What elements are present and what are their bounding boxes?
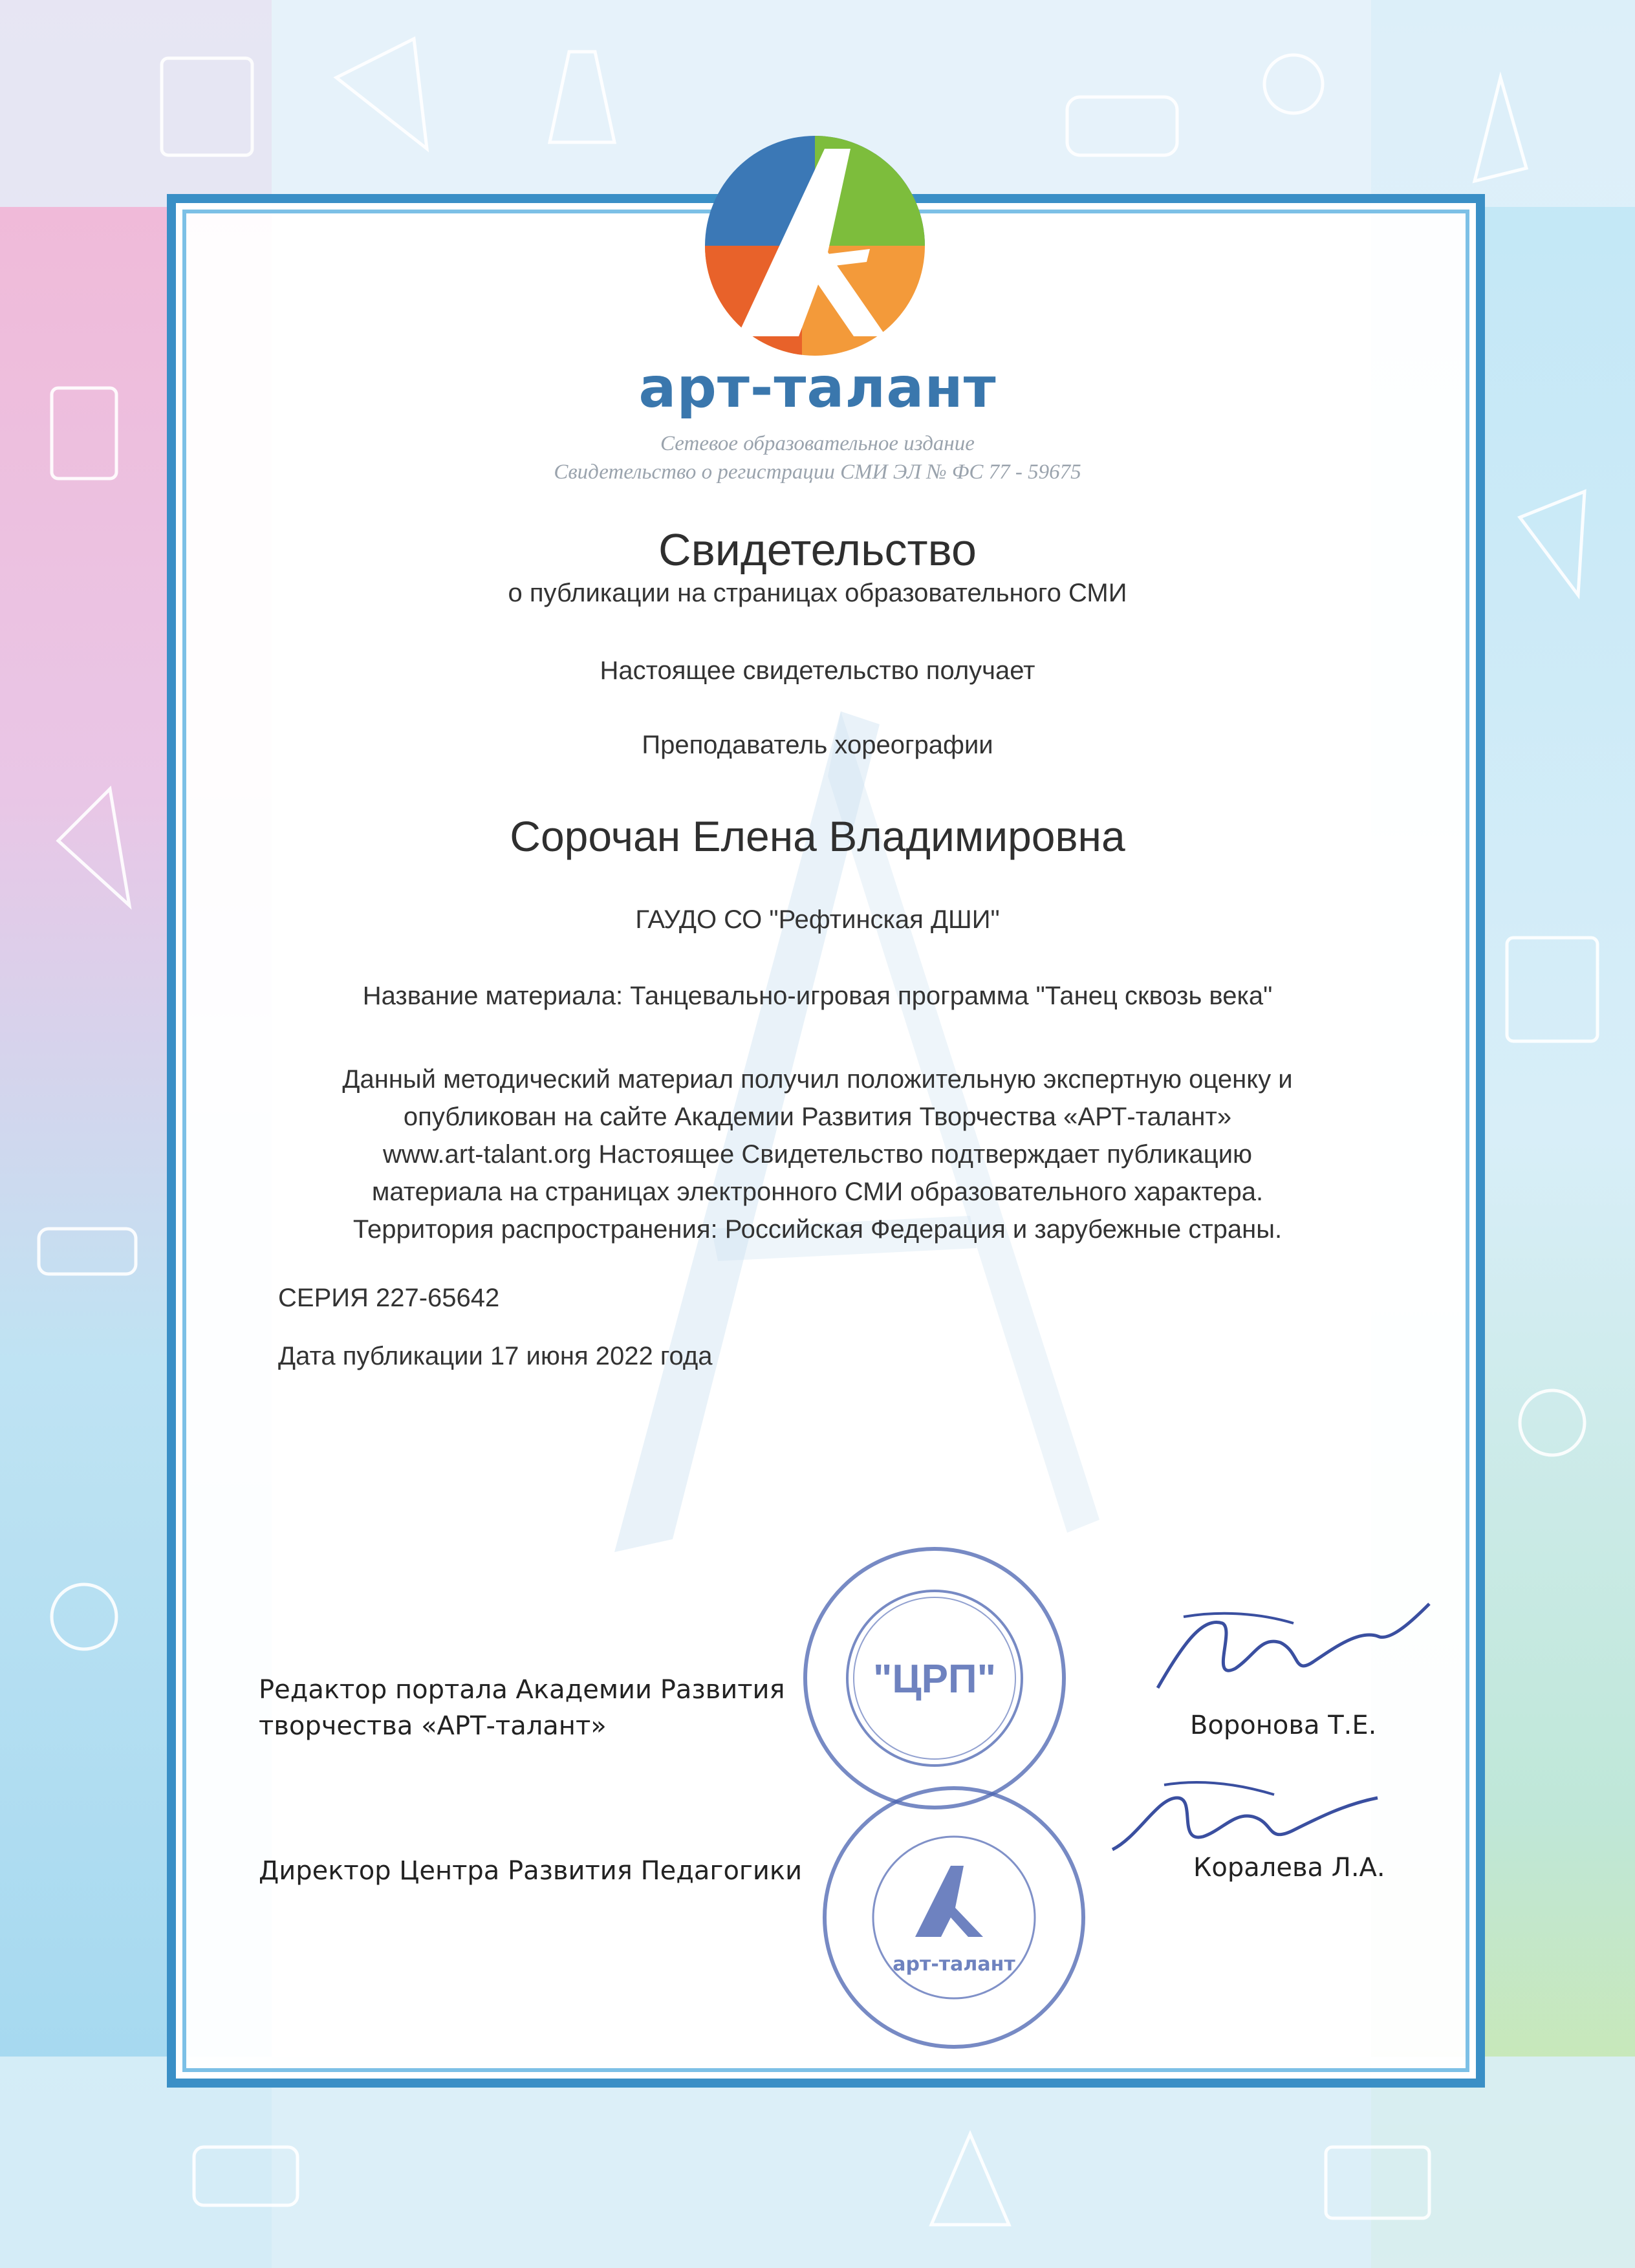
art-talant-stamp-text: арт-талант [893, 1953, 1015, 1976]
editor-label-line-2: творчества «АРТ-талант» [259, 1711, 607, 1741]
body-line: www.art-talant.org Настоящее Свидетельство подтверждает публикацию [382, 1140, 1253, 1169]
editor-label-line-1: Редактор портала Академии Развития [259, 1675, 785, 1705]
recipient-position: Преподаватель хореографии [642, 731, 993, 759]
crp-stamp [799, 1542, 1070, 1814]
body-line: материала на страницах электронного СМИ образовательного характера. [371, 1178, 1264, 1206]
certificate-subtitle: о публикации на страницах образовательного СМИ [508, 579, 1127, 607]
editor-label [259, 1672, 785, 1744]
series-number: СЕРИЯ 227-65642 [278, 1284, 500, 1312]
director-signature [1099, 1759, 1391, 1875]
art-talant-logo [692, 123, 938, 369]
body-line: опубликован на сайте Академии Развития Творчества «АРТ-талант» [403, 1103, 1232, 1131]
edition-type: Сетевое образовательное издание [660, 432, 975, 455]
body-line: Территория распространения: Российская Федерация и зарубежные страны. [352, 1215, 1283, 1244]
editor-signature [1145, 1591, 1436, 1707]
publication-date: Дата публикации 17 июня 2022 года [278, 1342, 713, 1370]
art-talant-stamp [818, 1782, 1090, 2053]
body-line: Данный методический материал получил положительную экспертную оценку и [342, 1065, 1293, 1094]
material-title: Название материала: Танцевально-игровая программа "Танец сквозь века" [362, 982, 1273, 1010]
director-name: Коралева Л.А. [1193, 1853, 1385, 1883]
editor-name: Воронова Т.Е. [1190, 1711, 1377, 1740]
brand-name: арт-талант [638, 356, 997, 420]
organization: ГАУДО СО "Рефтинская ДШИ" [635, 905, 1000, 934]
crp-stamp-text: "ЦРП" [873, 1657, 996, 1701]
receives-line: Настоящее свидетельство получает [600, 656, 1035, 685]
certificate-body [0, 1061, 1635, 1248]
certificate-title: Свидетельство [658, 524, 977, 575]
director-label: Директор Центра Развития Педагогики [259, 1856, 803, 1886]
recipient-name: Сорочан Елена Владимировна [510, 812, 1125, 860]
registration-number: Свидетельство о регистрации СМИ ЭЛ № ФС 77 - 59675 [554, 460, 1081, 484]
